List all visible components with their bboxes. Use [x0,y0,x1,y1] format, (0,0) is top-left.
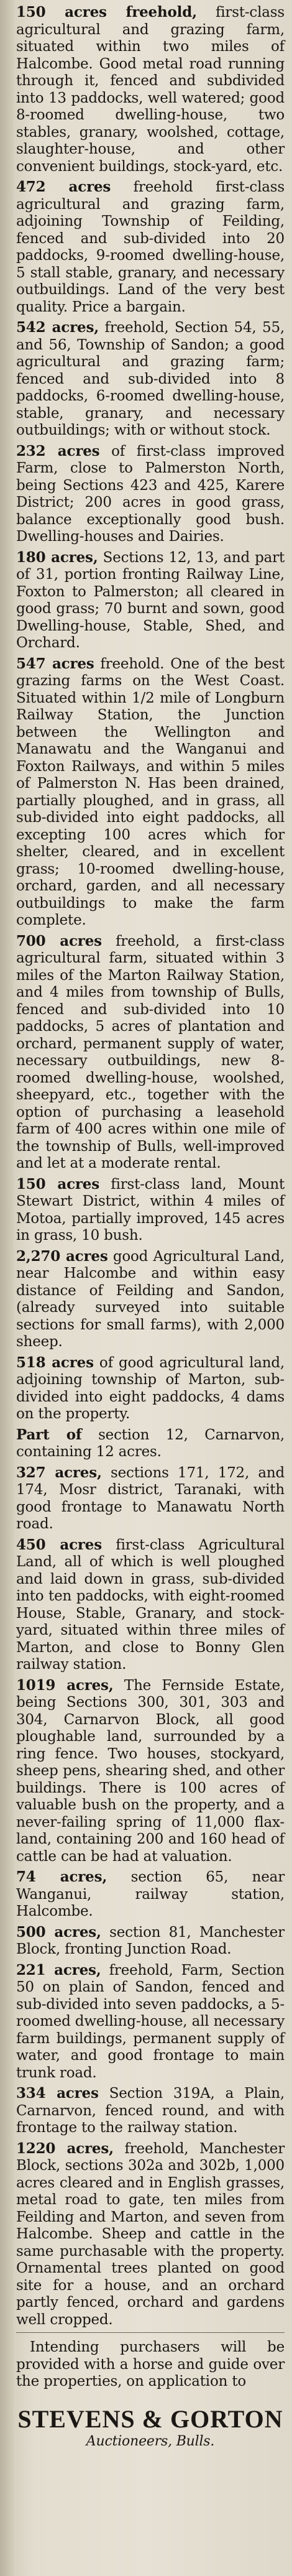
listing-lead: 232 acres [16,442,100,459]
listing-lead: 542 acres, [16,319,99,336]
listing-description: freehold, Manchester Block, sections 302a and 302b, 1,000 acres cleared and in English grasses, metal road to gate, ten miles from Feilding and Marton, and seven from Halcombe. Sheep and cattle in the same purchasable with the property. Ornamental trees planted on good site for a house, and an orchard partly fenced, orchard and gardens well cropped. [16,2140,285,2328]
listing-description: first-class agricultural and grazing farm, situated within two miles of Halcombe. Good metal road running through it, fenced and subdivided into 13 paddocks, well watered; good 8-roomed dwelling-house, two stables, granary, woolshed, cottage, slaughter-house, and other convenient buildings, stock-yard, etc. [16,4,285,175]
listing-item [16,1354,285,1423]
listing-item [16,2140,285,2329]
listing-lead: 450 acres [16,1536,102,1553]
listing-description: section 12, Carnarvon, containing 12 acres. [16,1426,285,1460]
listing-description: of first-class improved Farm, close to Palmerston North, being Sections 423 and 425, Karere District; 200 acres in good grass, balance exceptionally good bush. Dwelling-houses and Dairies. [16,443,285,545]
listing-lead: 221 acres, [16,1961,101,1978]
listing-lead: 2,270 acres [16,1247,108,1265]
listing-lead: 180 acres, [16,548,98,566]
firm-tagline: Auctioneers, Bulls. [86,2433,215,2449]
listing-item [16,655,285,930]
listing-lead: 1019 acres, [16,1676,114,1694]
page-gutter [0,0,14,2576]
listing-description: Sections 12, 13, and part of 31, portion fronting Railway Line, Foxton to Palmerston; all cleared in good grass; 70 burnt and sown, good Dwelling-house, Stable, Shed, and Orchard. [16,549,285,651]
listing-description: freehold. One of the best grazing farms on the West Coast. Situated within 1/2 mile of Longburn Railway Station, the Junction between the Wellington and Manawatu and the Wanganui and Foxton Railways, and within 5 miles of Palmerston N. Has been drained, partially ploughed, and in grass, all sub-divided into eight paddocks, all excepting 100 acres which for shelter, cleared, and in excellent grass; 10-roomed dwelling-house, orchard, garden, and all necessary outbuildings to make the farm complete. [16,655,285,928]
listing-item [16,443,285,546]
listing-description: freehold, Section 54, 55, and 56, Township of Sandon; a good agricultural and grazing farm; fenced and sub-divided into 8 paddocks, 6-roomed dwelling-house, stable, granary, and necessary outbuildings; with or without stock. [16,320,285,438]
listing-description: Section 319A, a Plain, Carnarvon, fenced round, and with frontage to the railway station. [16,2085,285,2136]
firm-name: STEVENS & GORTON [17,2404,283,2433]
listing-lead: 150 acres [16,1175,99,1193]
listing-item [16,1868,285,1921]
listing-description: sections 171, 172, and 174, Mosr district, Taranaki, with good frontage to Manawatu North road. [16,1464,285,1532]
listing-description: first-class land, Mount Stewart District, within 4 miles of Motoa, partially improved, 145 acres in grass, 10 bush. [16,1176,285,1244]
listing-lead: 700 acres [16,932,102,949]
intro-text: Intending purchasers will be provided with a horse and guide over the properties, on application to [16,2339,285,2389]
listing-item [16,549,285,652]
listing-lead: 547 acres [16,655,94,672]
listing-lead: 327 acres, [16,1464,102,1481]
listing-item [16,1924,285,1959]
listing-item [16,1536,285,1674]
listing-description: section 65, near Wanganui, railway station, Halcombe. [16,1869,285,1919]
listing-lead: 518 acres [16,1354,94,1371]
listing-lead: 74 acres, [16,1868,107,1885]
listing-description: section 81, Manchester Block, fronting Junction Road. [16,1924,285,1957]
divider [16,2332,285,2333]
listings [16,4,285,2329]
listing-description: The Fernside Estate, being Sections 300, 301, 303 and 304, Carnarvon Block, all good ploughable land, surrounded by a ring fence. Two houses, stockyard, sheep pens, shearing shed, and other buildings. There is 100 acres of valuable bush on the property, and a never-failing spring of 11,000 flax-land, containing 200 and 160 head of cattle can be had at valuation. [16,1677,285,1865]
listing-lead: 150 acres freehold, [16,4,197,21]
listing-lead: 500 acres, [16,1923,101,1941]
listing-item [16,1426,285,1461]
listing-description: freehold, Farm, Section 50 on plain of Sandon, fenced and sub-divided into seven paddocks, a 5-roomed dwelling-house, all necessary farm buildings, permanent supply of water, and good frontage to main trunk road. [16,1962,285,2081]
listing-lead: Part of [16,1426,82,1443]
listing-description: of good agricultural land, adjoining township of Marton, sub-divided into eight paddocks, 4 dams on the property. [16,1354,285,1422]
advertisement-column [16,4,285,2450]
listing-item [16,1677,285,1866]
listing-lead: 1220 acres, [16,2140,114,2157]
listing-description: good Agricultural Land, near Halcombe and within easy distance of Feilding and Sandon, (already surveyed into suitable sections for small farms), with 2,000 sheep. [16,1248,285,1350]
listing-item [16,1962,285,2082]
listing-item [16,933,285,1173]
listing-item [16,178,285,316]
listing-item [16,4,285,175]
listing-lead: 472 acres [16,178,111,195]
listing-item [16,1176,285,1245]
listing-item [16,1464,285,1533]
listing-item [16,319,285,440]
listing-lead: 334 acres [16,2085,99,2102]
listing-item [16,2085,285,2137]
listing-description: freehold first-class agricultural and grazing farm, adjoining Township of Feilding, fenced and sub-divided into 20 paddocks, 9-roomed dwelling-house, 5 stall stable, granary, and necessary outbuildings. Land of the very best quality. Price a bargain. [16,179,285,315]
listing-item [16,1248,285,1351]
listing-description: first-class Agricultural Land, all of which is well ploughed and laid down in grass, sub-divided into ten paddocks, with eight-roomed House, Stable, Granary, and stock-yard, situated within three miles of Marton, and close to Bonny Glen railway station. [16,1536,285,1673]
listing-description: freehold, a first-class agricultural farm, situated within 3 miles of the Marton Railway Station, and 4 miles from township of Bulls, fenced and sub-divided into 10 paddocks, 5 acres of plantation and orchard, permanent supply of water, necessary outbuildings, new 8-roomed dwelling-house, woolshed, sheepyard, etc., together with the option of purchasing a leasehold farm of 400 acres within one mile of the township of Bulls, well-improved and let at a moderate rental. [16,933,285,1171]
